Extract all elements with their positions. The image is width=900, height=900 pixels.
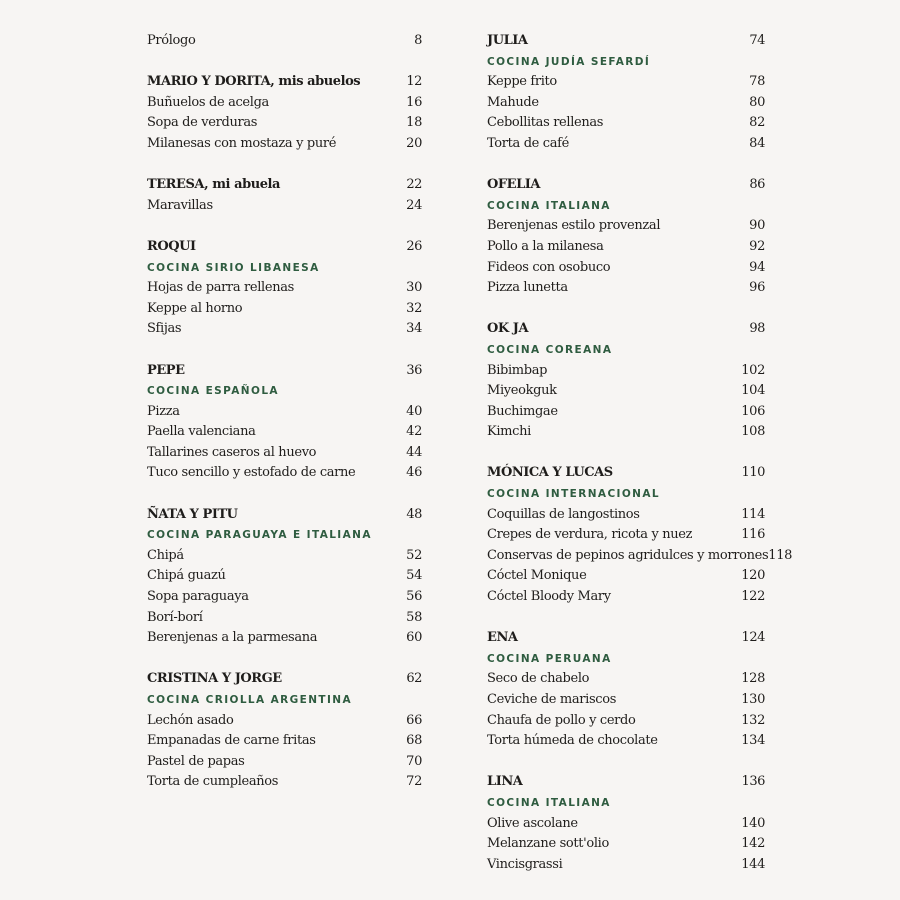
recipe-title: Torta de café: [487, 135, 569, 151]
section-heading: [487, 31, 765, 52]
page-number: 118: [768, 547, 793, 563]
page-number: 124: [741, 630, 765, 646]
recipe-title: Maravillas: [147, 197, 213, 213]
recipe-entry: [147, 31, 422, 52]
page-number: 8: [414, 33, 422, 48]
recipe-entry: [487, 113, 765, 134]
page-number: 52: [406, 547, 422, 563]
section-spacer: [487, 608, 765, 629]
page-number: 54: [406, 568, 422, 584]
recipe-entry: [487, 587, 765, 608]
recipe-entry: [147, 463, 422, 484]
recipe-title: Empanadas de carne fritas: [147, 733, 316, 749]
section-title: PEPE: [147, 362, 185, 378]
section-title: ÑATA Y PITU: [147, 506, 238, 522]
page-number: 98: [749, 321, 765, 337]
recipe-entry: [147, 566, 422, 587]
page-number: 106: [741, 403, 765, 419]
recipe-entry: [487, 381, 765, 402]
cuisine-label: [487, 340, 765, 361]
recipe-entry: [147, 772, 422, 793]
page-number: 16: [406, 94, 422, 110]
recipe-entry: [487, 72, 765, 93]
recipe-entry: [487, 134, 765, 155]
cuisine-title: COCINA ITALIANA: [487, 199, 611, 212]
recipe-title: Seco de chabelo: [487, 671, 590, 687]
page-number: 132: [741, 712, 765, 728]
section-title: JULIA: [487, 33, 528, 48]
recipe-title: Pastel de papas: [147, 753, 245, 769]
recipe-entry: [147, 443, 422, 464]
section-title: MÓNICA Y LUCAS: [487, 465, 613, 481]
recipe-title: Conservas de pepinos agridulces y morrones: [487, 547, 769, 563]
recipe-entry: [487, 216, 765, 237]
section-spacer: [147, 484, 422, 505]
page-number: 86: [749, 177, 765, 193]
section-title: ENA: [487, 630, 518, 646]
recipe-entry: [147, 402, 422, 423]
cuisine-title: COCINA PERUANA: [487, 652, 612, 665]
recipe-entry: [487, 237, 765, 258]
page-number: 60: [406, 630, 422, 646]
section-title: TERESA, mi abuela: [147, 177, 280, 193]
page-number: 136: [741, 774, 765, 790]
section-heading: [487, 628, 765, 649]
page-number: 12: [406, 74, 422, 90]
cuisine-title: COCINA ITALIANA: [487, 796, 611, 809]
page-number: 92: [749, 238, 765, 254]
recipe-entry: [147, 608, 422, 629]
page-number: 44: [406, 444, 422, 460]
recipe-entry: [487, 278, 765, 299]
section-heading: [147, 175, 422, 196]
page-number: 46: [406, 465, 422, 481]
cuisine-title: COCINA CRIOLLA ARGENTINA: [147, 694, 352, 706]
recipe-title: Hojas de parra rellenas: [147, 280, 294, 296]
cuisine-title: COCINA ESPAÑOLA: [147, 385, 279, 398]
page-number: 24: [406, 197, 422, 213]
cuisine-label: [487, 484, 765, 505]
recipe-entry: [487, 814, 765, 835]
recipe-title: Cóctel Bloody Mary: [487, 589, 611, 605]
recipe-title: Berenjenas estilo provenzal: [487, 218, 661, 234]
page-number: 36: [406, 362, 422, 378]
page-number: 20: [406, 135, 422, 151]
section-spacer: [147, 155, 422, 176]
recipe-title: Sopa de verduras: [147, 115, 258, 131]
page-number: 142: [741, 836, 765, 852]
recipe-entry: [487, 361, 765, 382]
recipe-entry: [147, 278, 422, 299]
page-number: 144: [741, 856, 765, 872]
recipe-title: Borí-borí: [147, 609, 203, 625]
page-number: 30: [406, 280, 422, 296]
recipe-entry: [147, 731, 422, 752]
cuisine-label: [147, 525, 422, 546]
recipe-title: Bibimbap: [487, 362, 548, 378]
page-number: 140: [741, 815, 765, 831]
recipe-title: Prólogo: [147, 33, 196, 48]
recipe-title: Keppe frito: [487, 74, 557, 90]
page-number: 116: [741, 527, 765, 543]
recipe-entry: [147, 299, 422, 320]
recipe-title: Cebollitas rellenas: [487, 115, 604, 131]
recipe-entry: [487, 834, 765, 855]
recipe-title: Berenjenas a la parmesana: [147, 630, 318, 646]
recipe-title: Crepes de verdura, ricota y nuez: [487, 527, 693, 543]
page-number: 110: [741, 465, 765, 481]
cuisine-label: [487, 196, 765, 217]
section-spacer: [147, 649, 422, 670]
page-number: 68: [406, 733, 422, 749]
page-number: 26: [406, 238, 422, 254]
section-heading: [147, 505, 422, 526]
recipe-title: Pollo a la milanesa: [487, 238, 604, 254]
recipe-entry: [487, 93, 765, 114]
recipe-title: Fideos con osobuco: [487, 259, 611, 275]
recipe-entry: [147, 319, 422, 340]
section-spacer: [147, 52, 422, 73]
recipe-title: Keppe al horno: [147, 300, 243, 316]
recipe-title: Coquillas de langostinos: [487, 506, 640, 522]
recipe-entry: [487, 731, 765, 752]
recipe-title: Chipá guazú: [147, 568, 226, 584]
section-spacer: [147, 340, 422, 361]
cuisine-title: COCINA PARAGUAYA E ITALIANA: [147, 529, 372, 542]
page-number: 114: [741, 506, 765, 522]
page-number: 48: [406, 506, 422, 522]
recipe-entry: [147, 587, 422, 608]
section-heading: [147, 72, 422, 93]
page-number: 94: [749, 259, 765, 275]
page-number: 122: [741, 589, 765, 605]
page-number: 40: [406, 403, 422, 419]
recipe-title: Lechón asado: [147, 712, 234, 728]
section-spacer: [487, 752, 765, 773]
recipe-entry: [147, 113, 422, 134]
recipe-entry: [487, 422, 765, 443]
page-number: 134: [741, 733, 765, 749]
page-number: 34: [406, 321, 422, 337]
page-number: 82: [749, 115, 765, 131]
recipe-entry: [487, 566, 765, 587]
cuisine-label: [147, 258, 422, 279]
recipe-title: Milanesas con mostaza y puré: [147, 135, 337, 151]
page-number: 66: [406, 712, 422, 728]
cuisine-title: COCINA SIRIO LIBANESA: [147, 261, 320, 274]
toc-column-left: [147, 31, 422, 793]
page-number: 62: [406, 671, 422, 687]
recipe-entry: [147, 546, 422, 567]
page-number: 56: [406, 589, 422, 605]
recipe-entry: [487, 711, 765, 732]
recipe-title: Kimchi: [487, 424, 531, 440]
recipe-entry: [487, 546, 793, 567]
section-heading: [487, 175, 765, 196]
recipe-title: Paella valenciana: [147, 424, 256, 440]
recipe-entry: [487, 669, 765, 690]
recipe-title: Melanzane sott'olio: [487, 836, 609, 852]
section-title: MARIO Y DORITA, mis abuelos: [147, 74, 361, 90]
page-number: 72: [406, 774, 422, 790]
page-number: 108: [741, 424, 765, 440]
recipe-title: Ceviche de mariscos: [487, 692, 617, 707]
cuisine-label: [147, 690, 422, 711]
page-number: 58: [406, 609, 422, 625]
page-number: 84: [749, 135, 765, 151]
section-heading: [147, 669, 422, 690]
section-spacer: [147, 216, 422, 237]
page-number: 32: [406, 300, 422, 316]
recipe-title: Pizza: [147, 403, 180, 419]
recipe-title: Torta de cumpleaños: [147, 774, 279, 790]
recipe-entry: [147, 422, 422, 443]
section-heading: [487, 319, 765, 340]
recipe-title: Chaufa de pollo y cerdo: [487, 712, 636, 728]
section-heading: [487, 772, 765, 793]
cuisine-title: COCINA COREANA: [487, 343, 613, 356]
recipe-title: Buñuelos de acelga: [147, 94, 269, 110]
page-number: 22: [406, 177, 422, 193]
recipe-title: Chipá: [147, 547, 184, 563]
section-title: ROQUI: [147, 238, 196, 254]
recipe-entry: [487, 855, 765, 876]
section-title: OFELIA: [487, 177, 541, 193]
recipe-title: Buchimgae: [487, 403, 558, 419]
recipe-entry: [147, 93, 422, 114]
page-number: 104: [741, 383, 765, 399]
page-number: 42: [406, 424, 422, 440]
page-number: 120: [741, 568, 765, 584]
recipe-entry: [147, 628, 422, 649]
recipe-title: Tallarines caseros al huevo: [147, 444, 317, 460]
cuisine-title: COCINA INTERNACIONAL: [487, 488, 660, 501]
recipe-entry: [487, 258, 765, 279]
recipe-entry: [147, 196, 422, 217]
section-heading: [147, 361, 422, 382]
toc-column-right: [487, 31, 793, 875]
section-title: CRISTINA Y JORGE: [147, 671, 282, 687]
section-heading: [487, 463, 765, 484]
page-number: 80: [749, 94, 765, 110]
section-spacer: [487, 443, 765, 464]
section-spacer: [487, 299, 765, 320]
recipe-title: Miyeokguk: [487, 383, 557, 399]
recipe-title: Vincisgrassi: [487, 856, 563, 872]
recipe-title: Sopa paraguaya: [147, 589, 249, 605]
page-number: 78: [749, 74, 765, 90]
page-number: 128: [741, 671, 765, 687]
page-number: 102: [741, 362, 765, 378]
recipe-entry: [487, 690, 765, 711]
recipe-title: Torta húmeda de chocolate: [487, 733, 658, 749]
recipe-entry: [487, 505, 765, 526]
recipe-title: Cóctel Monique: [487, 568, 587, 584]
recipe-entry: [487, 402, 765, 423]
page-number: 70: [406, 753, 422, 769]
cuisine-title: COCINA JUDÍA SEFARDÍ: [487, 55, 651, 68]
page-number: 90: [749, 218, 765, 234]
cuisine-label: [487, 793, 765, 814]
section-heading: [147, 237, 422, 258]
page-number: 74: [749, 33, 765, 48]
recipe-title: Sfijas: [147, 321, 182, 337]
recipe-entry: [487, 525, 765, 546]
cuisine-label: [487, 649, 765, 670]
recipe-entry: [147, 134, 422, 155]
recipe-title: Pizza lunetta: [487, 280, 568, 296]
page-number: 130: [741, 692, 765, 707]
section-title: LINA: [487, 774, 523, 790]
recipe-entry: [147, 752, 422, 773]
page-number: 96: [749, 280, 765, 296]
recipe-entry: [147, 711, 422, 732]
recipe-title: Tuco sencillo y estofado de carne: [147, 465, 356, 481]
recipe-title: Mahude: [487, 94, 539, 110]
section-spacer: [487, 155, 765, 176]
cuisine-label: [147, 381, 422, 402]
cuisine-label: [487, 52, 765, 73]
recipe-title: Olive ascolane: [487, 815, 578, 831]
page-number: 18: [406, 115, 422, 131]
section-title: OK JA: [487, 321, 529, 337]
